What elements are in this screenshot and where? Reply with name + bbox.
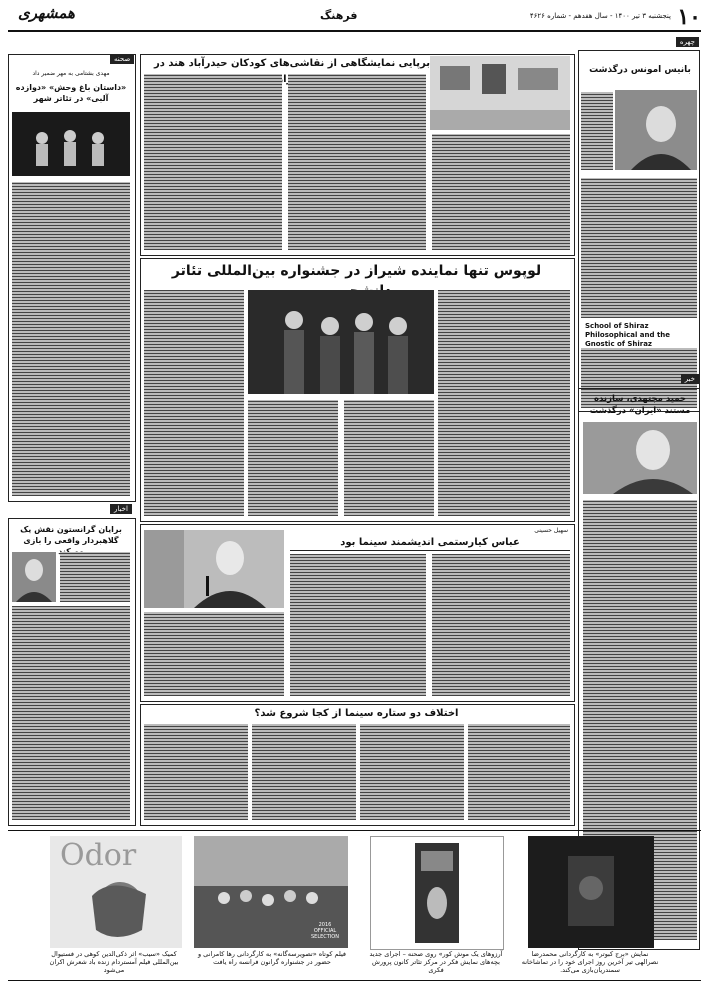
main-story-title: لوپوس تنها نماینده شیراز در جشنواره بین‌المللی تئاتر xyxy=(171,263,542,279)
exhibition-photo xyxy=(430,56,570,130)
poster-odor xyxy=(50,836,182,948)
mojtahedi-photo xyxy=(583,422,697,494)
news-label: خبر xyxy=(681,374,699,384)
bottom-strip-rule xyxy=(8,830,701,831)
face-body-text-2 xyxy=(581,178,697,318)
left-news-body-2 xyxy=(12,606,130,820)
festival-badge: 2016 OFFICIAL SELECTION xyxy=(311,922,339,940)
kiarostami-kicker: سهیل حسینی xyxy=(534,527,568,534)
book-cover-icon xyxy=(371,837,503,949)
kiarostami-body-1 xyxy=(144,612,284,696)
section-title: فرهنگ xyxy=(320,9,358,22)
news-headline: حمید مجتهدی، سازنده مستند «ایران» درگذشت xyxy=(589,394,691,416)
main-story-body-2 xyxy=(438,290,570,516)
kiarostami-body-3 xyxy=(432,554,570,696)
portrait-figure-icon xyxy=(615,90,697,170)
elderly-man-figure-icon xyxy=(583,422,697,494)
newspaper-logo: همشهری xyxy=(18,4,75,22)
speaker-photo xyxy=(144,530,284,608)
left-news-headline: برایان گرانستون نقش یک گلاهبردار واقعی را بازی xyxy=(20,525,122,545)
disagreement-headline: اختلاف دو ستاره سینما از کجا شروع شد؟ xyxy=(254,708,459,719)
hands-over-face-icon xyxy=(50,836,182,948)
caption-crowd: فیلم کوتاه «تصویرسه‌گانه» به کارگردانی رها کامرانی و حضور در جشنواره گرانون فرانسه راه یافت xyxy=(197,950,347,966)
stage-photo xyxy=(12,112,130,176)
dark-poster-icon xyxy=(528,836,654,948)
kiarostami-headline: عباس کیارستمی اندیشمند سینما بود xyxy=(290,536,570,551)
poster-crowd xyxy=(194,836,348,948)
cranston-photo xyxy=(12,552,56,602)
main-story-body-4 xyxy=(344,400,434,516)
stage-intro: مهدی بشتامی به مهر ضمیر داد xyxy=(32,70,110,77)
poster-mole xyxy=(370,836,504,950)
disagreement-body-2 xyxy=(252,724,356,820)
poster-odor-title: Odor xyxy=(60,838,137,873)
left-news-body-1 xyxy=(60,552,130,602)
main-story-body-3 xyxy=(248,400,338,516)
disagreement-body-3 xyxy=(360,724,464,820)
man-at-microphone-icon xyxy=(144,530,284,608)
main-story-body-1 xyxy=(144,290,244,516)
kiarostami-body-2 xyxy=(290,554,426,696)
disagreement-body-1 xyxy=(144,724,248,820)
actor-portrait-icon xyxy=(12,552,56,602)
caption-mole: آرزوهای یک موش کور» روی صحنه – اجرای جدید بچه‌های نمایش فکر در مرکز تئاتر کانون پرورش فکری xyxy=(369,950,503,974)
face-body-text-1 xyxy=(581,92,613,170)
stage-body-text xyxy=(12,182,130,496)
face-subhead: School of Shiraz Philosophical and the Gnostic of Shiraz xyxy=(585,322,671,348)
face-headline: بانیس امونس درگذشت xyxy=(589,65,691,75)
actors-on-stage-icon xyxy=(12,112,130,176)
date-line: پنجشنبه ۳ تیر ۱۴۰۰ - سال هفدهم - شماره ۴۶۲۶ xyxy=(529,12,671,20)
face-label: چهره xyxy=(676,37,699,47)
top-story-body-3 xyxy=(432,134,570,250)
disagreement-body-4 xyxy=(468,724,570,820)
masthead-rule xyxy=(8,30,701,32)
stage-headline: «داستان باغ وحش» «دوازده آلبی» در تئاتر شهر xyxy=(15,83,127,103)
theatre-photo xyxy=(248,290,434,394)
caption-tower: نمایش «برج کبوتر» به کارگردانی محمدرضا نصرالهی تیر آخرین روز اجرای خود را در تماشاخانه سمندریان‌بازی می‌کند. xyxy=(521,950,659,974)
portrait-photo xyxy=(615,90,697,170)
footer-rule xyxy=(8,980,701,981)
page-number: ۱۰ xyxy=(677,4,701,30)
theatre-performers-icon xyxy=(248,290,434,394)
top-story-body-2 xyxy=(288,74,426,250)
caption-odor: کمیک «سیب» اثر ذکی‌الدین کوهی در فستیوال بین‌المللی فیلم آمستردام زنده باد شعرش اکران می‌شود xyxy=(49,950,179,974)
top-story-title: برپایی نمایشگاهی از نقاشی‌های کودکان حیدرآباد هند در xyxy=(142,56,442,88)
gallery-wall-icon xyxy=(430,56,570,130)
stage-label: صحنه xyxy=(110,54,134,64)
top-story-body-1 xyxy=(144,74,282,250)
left-news-label: اخبار xyxy=(110,504,132,514)
poster-tower xyxy=(528,836,654,948)
